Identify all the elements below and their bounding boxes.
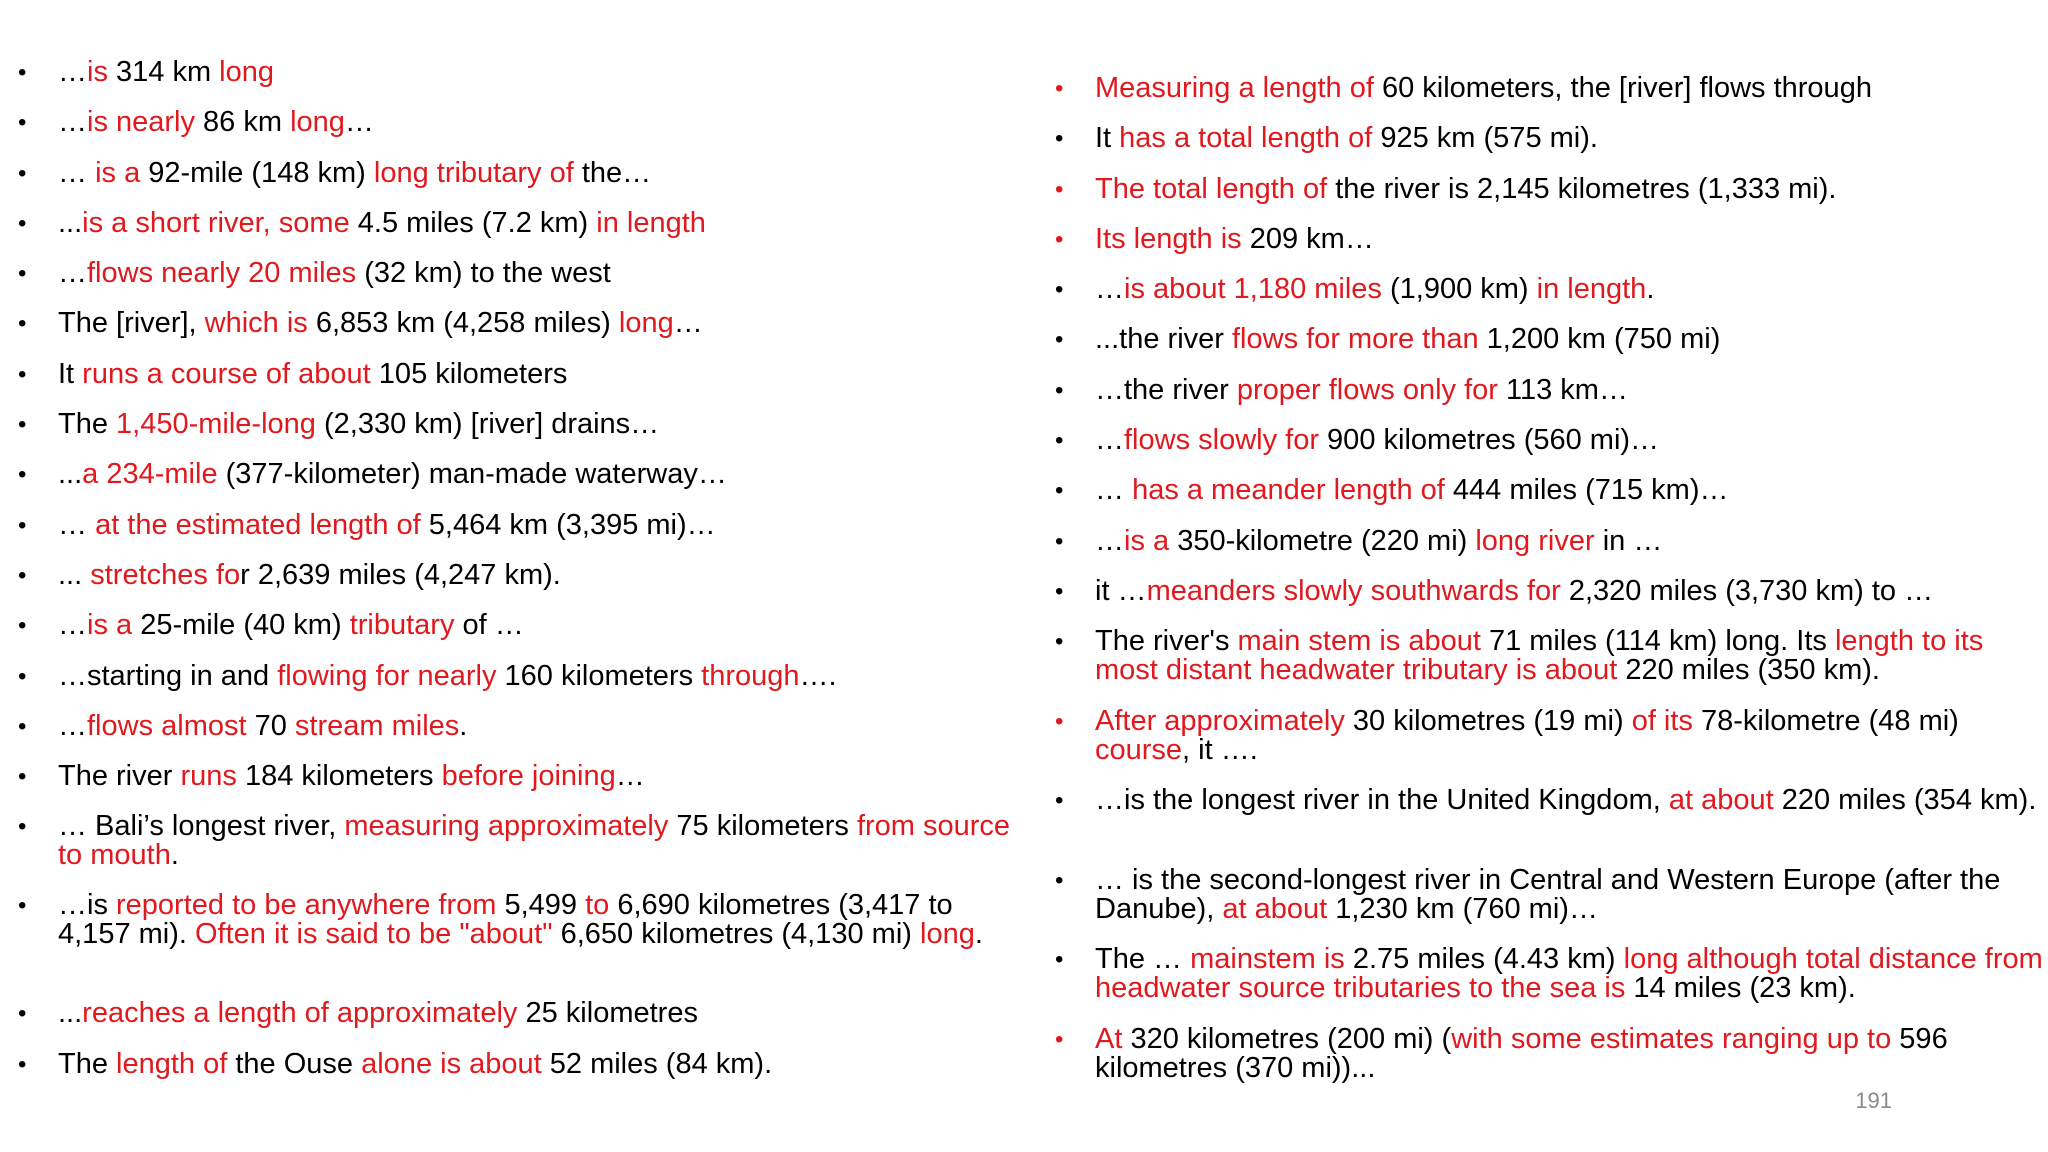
right-item-16: [1055, 945, 2045, 1025]
plain-phrase: 105 kilometers: [370, 357, 568, 390]
plain-phrase: of …: [454, 609, 524, 642]
bullet-marker: •: [18, 612, 27, 640]
left-item-19: [18, 1047, 1028, 1100]
highlighted-phrase: is a: [87, 609, 133, 642]
highlighted-phrase: flowing for nearly: [277, 659, 497, 692]
left-item-16: [18, 812, 1028, 891]
item-text: [1095, 784, 2036, 816]
plain-phrase: …is: [58, 889, 116, 922]
plain-phrase: the Ouse: [227, 1047, 362, 1080]
plain-phrase: …: [673, 307, 703, 340]
plain-phrase: …is the longest river in the United Kingdom,: [1095, 784, 1669, 817]
plain-phrase: it …: [1095, 574, 1147, 607]
bullet-marker: •: [18, 159, 27, 187]
bullet-marker: •: [1055, 477, 1064, 505]
left-item-4: [18, 206, 1028, 259]
plain-phrase: ...: [58, 206, 83, 239]
highlighted-phrase: flows for more than: [1232, 323, 1479, 356]
bullet-marker: •: [1055, 1025, 1064, 1053]
left-item-9: [18, 460, 1028, 510]
highlighted-phrase: Often it is said to be "about": [195, 918, 553, 951]
item-text: [1095, 474, 1729, 506]
plain-phrase: …: [1095, 474, 1133, 507]
highlighted-phrase: reaches a length of approximately: [82, 997, 518, 1030]
bullet-marker: •: [18, 1050, 27, 1078]
right-item-1: [1055, 74, 2045, 124]
item-text: [58, 307, 703, 339]
highlighted-phrase: through: [701, 659, 800, 692]
plain-phrase: (377-kilometer) man-made waterway…: [217, 458, 727, 491]
highlighted-phrase: measuring approximately: [344, 810, 669, 843]
plain-phrase: The [river],: [58, 307, 205, 340]
highlighted-phrase: length to its most distant headwater tributary is about: [1095, 625, 1984, 687]
highlighted-phrase: reported to be anywhere from: [116, 889, 497, 922]
item-text: [1095, 72, 1872, 104]
bullet-marker: •: [1055, 125, 1064, 153]
item-text: [1095, 374, 1628, 406]
plain-phrase: 60 kilometers, the [river] flows through: [1373, 72, 1872, 104]
plain-phrase: .: [1646, 273, 1655, 306]
item-text: [1095, 173, 1836, 205]
right-item-12: [1055, 627, 2045, 707]
plain-phrase: .: [459, 709, 468, 742]
item-text: [58, 810, 1010, 871]
item-text: [1095, 424, 1659, 456]
right-item-4: [1055, 222, 2045, 275]
plain-phrase: 2,320 miles (3,730 km) to …: [1560, 574, 1934, 607]
bullet-marker: •: [18, 1000, 27, 1028]
bullet-marker: •: [1055, 276, 1064, 304]
plain-phrase: …: [1095, 524, 1124, 557]
plain-phrase: ...: [58, 997, 83, 1030]
plain-phrase: 320 kilometres (200 mi) (: [1122, 1022, 1452, 1055]
item-text: [58, 1048, 772, 1080]
highlighted-phrase: is about 1,180 miles: [1124, 273, 1382, 306]
item-text: [1095, 625, 1983, 686]
plain-phrase: in …: [1594, 524, 1663, 557]
plain-phrase: 78-kilometre (48 mi): [1692, 704, 1959, 737]
plain-phrase: 184 kilometers: [236, 760, 442, 793]
highlighted-phrase: flows slowly for: [1124, 424, 1319, 457]
bullet-marker: •: [18, 813, 27, 841]
bullet-marker: •: [1055, 527, 1064, 555]
bullet-marker: •: [1055, 707, 1064, 735]
plain-phrase: 6,853 km (4,258 miles): [307, 307, 619, 340]
plain-phrase: 220 miles (350 km).: [1617, 654, 1880, 687]
highlighted-phrase: before joining: [441, 760, 616, 793]
right-item-2: [1055, 124, 2045, 174]
highlighted-phrase: 1,450-mile-long: [116, 408, 316, 441]
right-item-3: [1055, 172, 2045, 225]
highlighted-phrase: Its length is: [1095, 222, 1242, 255]
plain-phrase: ….: [799, 659, 837, 692]
plain-phrase: the river is 2,145 kilometres (1,333 mi).: [1327, 172, 1837, 205]
plain-phrase: …: [58, 609, 87, 642]
bullet-marker: •: [1055, 326, 1064, 354]
plain-phrase: 6,690 kilometres (3,417 to 4,157 mi).: [58, 889, 953, 951]
bullet-marker: •: [1055, 75, 1064, 102]
bullet-marker: •: [1055, 946, 1064, 974]
highlighted-phrase: to: [585, 889, 610, 922]
plain-phrase: The: [58, 1047, 117, 1080]
plain-phrase: 4.5 miles (7.2 km): [349, 206, 597, 239]
right-item-17: [1055, 1022, 2045, 1105]
plain-phrase: ...: [58, 458, 83, 491]
item-text: [58, 207, 706, 239]
plain-phrase: 209 km…: [1241, 222, 1374, 255]
plain-phrase: 444 miles (715 km)…: [1444, 474, 1729, 507]
plain-phrase: …: [615, 760, 645, 793]
highlighted-phrase: which is: [204, 307, 308, 340]
plain-phrase: 1,230 km (760 mi)…: [1327, 892, 1598, 925]
highlighted-phrase: main stem is about: [1237, 625, 1481, 658]
left-item-3: [18, 156, 1028, 209]
plain-phrase: .: [170, 839, 179, 872]
plain-phrase: (2,330 km) [river] drains…: [315, 408, 660, 441]
highlighted-phrase: in length: [596, 206, 706, 239]
item-text: [1095, 705, 1959, 766]
plain-phrase: 2.75 miles (4.43 km): [1344, 943, 1624, 976]
bullet-marker: •: [1055, 787, 1064, 815]
right-item-14: [1055, 786, 2045, 866]
highlighted-phrase: After approximately: [1095, 704, 1345, 737]
plain-phrase: 596 kilometres (370 mi))...: [1095, 1022, 1948, 1084]
item-text: [1095, 1023, 1948, 1084]
plain-phrase: …: [1095, 424, 1124, 457]
bullet-marker: •: [1055, 628, 1064, 656]
highlighted-phrase: long: [219, 56, 274, 88]
plain-phrase: 70: [246, 709, 295, 742]
plain-phrase: 1,200 km (750 mi): [1478, 323, 1721, 356]
plain-phrase: …: [1095, 273, 1124, 306]
highlighted-phrase: flows almost: [87, 709, 247, 742]
highlighted-phrase: is a: [1124, 524, 1170, 557]
plain-phrase: …: [58, 257, 87, 290]
right-item-7: [1055, 373, 2045, 426]
item-text: [1095, 575, 1933, 607]
slide-number: 191: [1855, 1088, 1892, 1113]
item-text: [58, 56, 274, 88]
item-text: [58, 559, 561, 591]
plain-phrase: … is the second-longest river in Central and Western Europe (after the Danube),: [1095, 863, 2001, 925]
plain-phrase: 71 miles (114 km) long. Its: [1480, 625, 1835, 658]
item-text: [58, 106, 374, 138]
plain-phrase: …: [58, 156, 96, 189]
highlighted-phrase: course: [1095, 733, 1183, 766]
highlighted-phrase: is a short river, some: [82, 206, 350, 239]
highlighted-phrase: a 234-mile: [82, 458, 218, 491]
plain-phrase: 5,499: [496, 889, 586, 922]
highlighted-phrase: runs a course of about: [82, 357, 371, 390]
item-text: [58, 358, 567, 390]
highlighted-phrase: long although total distance from headwater source tributaries to the sea is: [1095, 943, 2043, 1005]
highlighted-phrase: Measuring a length of: [1095, 72, 1374, 104]
right-item-5: [1055, 275, 2045, 325]
right-item-8: [1055, 426, 2045, 476]
plain-phrase: 113 km…: [1497, 373, 1628, 406]
plain-phrase: 14 miles (23 km).: [1625, 972, 1856, 1005]
left-item-1: [18, 58, 1028, 108]
item-text: [1095, 525, 1662, 557]
bullet-marker: •: [18, 892, 27, 920]
bullet-marker: •: [18, 712, 27, 740]
plain-phrase: The …: [1095, 943, 1191, 976]
highlighted-phrase: long: [290, 106, 345, 139]
item-text: [58, 660, 837, 692]
bullet-marker: •: [18, 763, 27, 791]
left-item-10: [18, 508, 1028, 561]
bullet-marker: •: [18, 662, 27, 690]
plain-phrase: 25-mile (40 km): [132, 609, 350, 642]
highlighted-phrase: at about: [1668, 784, 1774, 817]
plain-phrase: (32 km) to the west: [356, 257, 611, 290]
left-item-11: [18, 558, 1028, 611]
plain-phrase: The river's: [1095, 625, 1238, 658]
highlighted-phrase: is nearly: [87, 106, 195, 139]
item-text: [1095, 943, 2043, 1004]
left-item-12: [18, 611, 1028, 661]
left-item-8: [18, 410, 1028, 460]
plain-phrase: 350-kilometre (220 mi): [1169, 524, 1476, 557]
item-text: [1095, 323, 1720, 355]
highlighted-phrase: at the estimated length of: [95, 508, 421, 541]
item-text: [1095, 273, 1654, 305]
highlighted-phrase: flows nearly 20 miles: [87, 257, 357, 290]
highlighted-phrase: proper flows only for: [1236, 373, 1498, 406]
plain-phrase: 6,650 kilometres (4,130 mi): [552, 918, 920, 951]
left-item-18: [18, 999, 1028, 1049]
bullet-marker: •: [18, 109, 27, 137]
left-item-13: [18, 659, 1028, 712]
plain-phrase: The: [58, 408, 117, 441]
highlighted-phrase: long: [618, 307, 674, 340]
bullet-marker: •: [1055, 225, 1064, 253]
plain-phrase: … Bali’s longest river,: [58, 810, 345, 843]
item-text: [58, 760, 645, 792]
plain-phrase: The river: [58, 760, 181, 793]
right-item-13: [1055, 704, 2045, 787]
item-text: [58, 157, 651, 189]
bullet-marker: •: [18, 461, 27, 489]
left-item-14: [18, 709, 1028, 762]
highlighted-phrase: is: [87, 56, 108, 88]
plain-phrase: 5,464 km (3,395 mi)…: [420, 508, 716, 541]
bullet-marker: •: [18, 561, 27, 589]
highlighted-phrase: meanders slowly southwards for: [1146, 574, 1561, 607]
highlighted-phrase: is a: [95, 156, 141, 189]
item-text: [58, 458, 727, 490]
plain-phrase: 160 kilometers: [496, 659, 702, 692]
right-item-9: [1055, 476, 2045, 526]
highlighted-phrase: long tributary of: [373, 156, 574, 189]
item-text: [58, 257, 611, 289]
right-bullet-list: [1055, 74, 2045, 1104]
highlighted-phrase: tributary: [349, 609, 455, 642]
plain-phrase: 25 kilometres: [517, 997, 698, 1030]
highlighted-phrase: with some estimates ranging up to: [1451, 1022, 1892, 1055]
item-text: [1095, 122, 1598, 154]
plain-phrase: .: [974, 918, 983, 951]
item-text: [58, 997, 698, 1029]
plain-phrase: …starting in and: [58, 659, 278, 692]
plain-phrase: It: [1095, 122, 1120, 155]
left-item-15: [18, 762, 1028, 812]
bullet-marker: •: [1055, 427, 1064, 455]
right-item-11: [1055, 574, 2045, 627]
item-text: [58, 710, 467, 742]
left-bullet-list: [18, 58, 1028, 1100]
bullet-marker: •: [1055, 866, 1064, 894]
plain-phrase: , it ….: [1182, 733, 1258, 766]
highlighted-phrase: length of: [116, 1047, 228, 1080]
plain-phrase: the…: [573, 156, 652, 189]
plain-phrase: 314 km: [107, 56, 220, 88]
bullet-marker: •: [18, 260, 27, 288]
plain-phrase: 925 km (575 mi).: [1372, 122, 1598, 155]
highlighted-phrase: runs: [180, 760, 237, 793]
plain-phrase: 220 miles (354 km).: [1773, 784, 2037, 817]
item-text: [58, 609, 524, 641]
left-item-2: [18, 108, 1028, 158]
bullet-marker: •: [18, 360, 27, 388]
plain-phrase: r 2,639 miles (4,247 km).: [240, 558, 561, 591]
plain-phrase: ...: [58, 558, 91, 591]
item-text: [1095, 223, 1374, 255]
highlighted-phrase: mainstem is: [1190, 943, 1345, 976]
right-item-15: [1055, 863, 2045, 946]
bullet-marker: •: [18, 511, 27, 539]
highlighted-phrase: long: [920, 918, 975, 951]
item-text: [1095, 864, 2000, 925]
bullet-marker: •: [1055, 577, 1064, 605]
right-item-10: [1055, 524, 2045, 577]
bullet-marker: •: [18, 209, 27, 237]
plain-phrase: …: [58, 508, 96, 541]
highlighted-phrase: stretches fo: [90, 558, 241, 591]
left-item-7: [18, 357, 1028, 410]
plain-phrase: (1,900 km): [1381, 273, 1537, 306]
right-item-6: [1055, 325, 2045, 375]
highlighted-phrase: of its: [1631, 704, 1693, 737]
plain-phrase: 30 kilometres (19 mi): [1344, 704, 1632, 737]
highlighted-phrase: alone is about: [361, 1047, 542, 1080]
bullet-marker: •: [18, 310, 27, 338]
item-text: [58, 408, 659, 440]
plain-phrase: 52 miles (84 km).: [541, 1047, 773, 1080]
highlighted-phrase: at about: [1222, 892, 1328, 925]
item-text: [58, 509, 716, 541]
highlighted-phrase: stream miles: [294, 709, 460, 742]
highlighted-phrase: The total length of: [1095, 172, 1328, 205]
plain-phrase: …: [58, 106, 87, 139]
plain-phrase: 92-mile (148 km): [140, 156, 374, 189]
plain-phrase: …: [58, 709, 87, 742]
plain-phrase: …the river: [1095, 373, 1237, 406]
highlighted-phrase: has a meander length of: [1132, 474, 1445, 507]
left-item-6: [18, 309, 1028, 359]
plain-phrase: 75 kilometers: [668, 810, 857, 843]
bullet-marker: •: [18, 411, 27, 439]
bullet-marker: •: [1055, 175, 1064, 203]
bullet-marker: •: [18, 59, 27, 86]
bullet-marker: •: [1055, 376, 1064, 404]
highlighted-phrase: in length: [1536, 273, 1647, 306]
highlighted-phrase: long river: [1475, 524, 1595, 557]
left-item-17: [18, 891, 1028, 999]
plain-phrase: 900 kilometres (560 mi)…: [1319, 424, 1660, 457]
plain-phrase: …: [58, 56, 87, 88]
plain-phrase: …: [344, 106, 374, 139]
plain-phrase: 86 km: [195, 106, 291, 139]
highlighted-phrase: At: [1095, 1022, 1123, 1055]
plain-phrase: It: [58, 357, 83, 390]
highlighted-phrase: has a total length of: [1119, 122, 1373, 155]
left-item-5: [18, 259, 1028, 309]
highlighted-phrase: from source to mouth: [58, 810, 1011, 872]
plain-phrase: ...the river: [1095, 323, 1232, 356]
item-text: [58, 889, 983, 950]
